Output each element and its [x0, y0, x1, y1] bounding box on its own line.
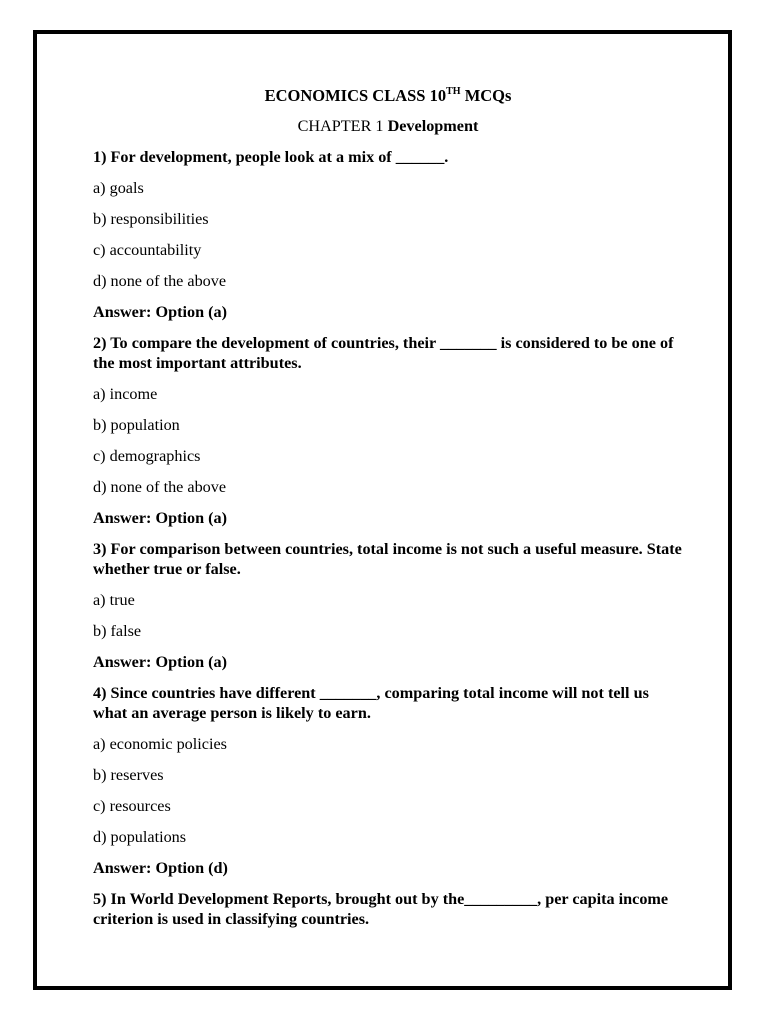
option: c) demographics [93, 447, 201, 465]
question-3: 3) For comparison between countries, total income is not such a useful measure. State whether true or false. [93, 540, 682, 578]
option: d) populations [93, 828, 187, 846]
option: c) resources [93, 797, 171, 815]
option: b) population [93, 416, 180, 434]
question-1: 1) For development, people look at a mix of ______. [93, 148, 449, 166]
option: a) true [93, 591, 135, 609]
title-main: ECONOMICS CLASS 10 [264, 86, 447, 105]
chapter-name: Development [387, 117, 479, 135]
option: d) none of the above [93, 272, 227, 290]
option: b) reserves [93, 766, 164, 784]
question-2: 2) To compare the development of countries, their _______ is considered to be one of the most important attributes. [93, 334, 674, 372]
question-5: 5) In World Development Reports, brought out by the_________, per capita income criterion is used in classifying countries. [93, 890, 669, 928]
question-4: 4) Since countries have different _______, comparing total income will not tell us what an average person is likely to earn. [93, 684, 649, 722]
option: b) responsibilities [93, 210, 209, 228]
title-rest: MCQs [460, 86, 512, 105]
answer-1: Answer: Option (a) [93, 303, 227, 321]
document-title [93, 86, 683, 106]
answer-3: Answer: Option (a) [93, 653, 227, 671]
chapter-heading [93, 116, 683, 136]
document-body [93, 86, 683, 940]
option: a) economic policies [93, 735, 227, 753]
chapter-label: CHAPTER 1 [297, 117, 388, 135]
option: b) false [93, 622, 142, 640]
answer-2: Answer: Option (a) [93, 509, 227, 527]
title-superscript: TH [446, 85, 461, 97]
option: d) none of the above [93, 478, 227, 496]
answer-4: Answer: Option (d) [93, 859, 228, 877]
option: a) goals [93, 179, 144, 197]
option: a) income [93, 385, 158, 403]
option: c) accountability [93, 241, 202, 259]
